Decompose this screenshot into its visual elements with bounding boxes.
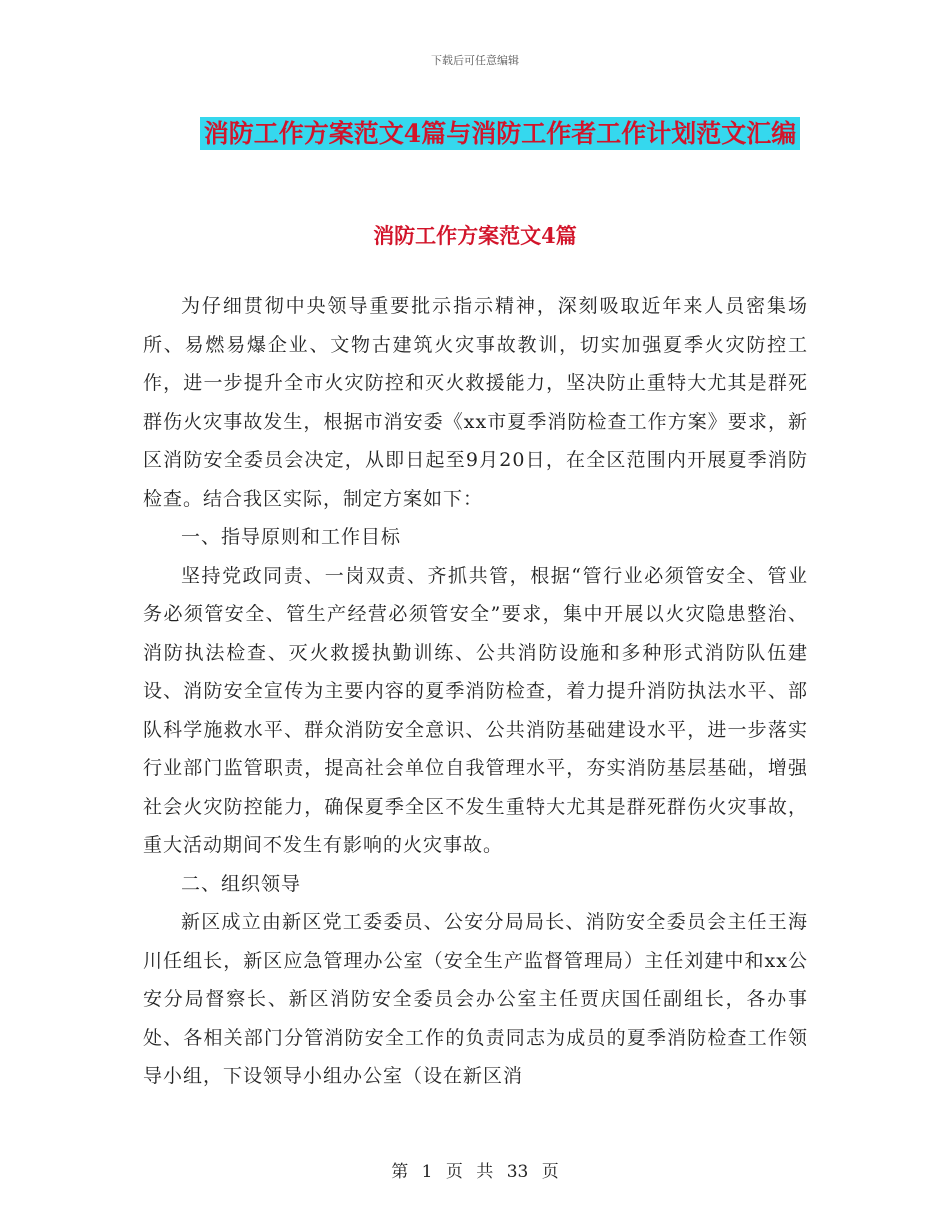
document-title [190, 112, 810, 156]
paragraph: 新区成立由新区党工委委员、公安分局局长、消防安全委员会主任王海川任组长，新区应急管理办公室（安全生产监督管理局）主任刘建中和xx公安分局督察长、新区消防安全委员会办公室主任贾庆国任副组长，各办事处、各相关部门分管消防安全工作的负责同志为成员的夏季消防检查工作领导小组，下设领导小组办公室（设在新区消 [143, 911, 808, 1087]
page-footer: 第 1 页 共 33 页 [391, 1162, 559, 1182]
section-heading: 一、指导原则和工作目标 [181, 526, 402, 548]
section-heading: 二、组织领导 [181, 872, 302, 895]
paragraph: 坚持党政同责、一岗双责、齐抓共管，根据“管行业必须管安全、管业务必须管安全、管生产经营必须管安全”要求，集中开展以火灾隐患整治、消防执法检查、灭火救援执勤训练、公共消防设施和多种形式消防队伍建设、消防安全宣传为主要内容的夏季消防检查，着力提升消防执法水平、部队科学施救水平、群众消防安全意识、公共消防基础建设水平，进一步落实行业部门监管职责，提高社会单位自我管理水平，夯实消防基层基础，增强社会火灾防控能力，确保夏季全区不发生重特大尤其是群死群伤火灾事故，重大活动期间不发生有影响的火灾事故。 [143, 564, 808, 856]
paragraph: 为仔细贯彻中央领导重要批示指示精神，深刻吸取近年来人员密集场所、易燃易爆企业、文物古建筑火灾事故教训，切实加强夏季火灾防控工作，进一步提升全市火灾防控和灭火救援能力，坚决防止重特大尤其是群死群伤火灾事故发生，根据市消安委《xx市夏季消防检查工作方案》要求，新区消防安全委员会决定，从即日起至9月20日，在全区范围内开展夏季消防检查。结合我区实际，制定方案如下： [143, 295, 808, 510]
title-highlight: 消防工作方案范文4篇与消防工作者工作计划范文汇编 [200, 117, 800, 150]
page-header: 下载后可任意编辑 [431, 54, 519, 67]
document-body [143, 287, 808, 1096]
section-subtitle: 消防工作方案范文4篇 [373, 223, 577, 248]
